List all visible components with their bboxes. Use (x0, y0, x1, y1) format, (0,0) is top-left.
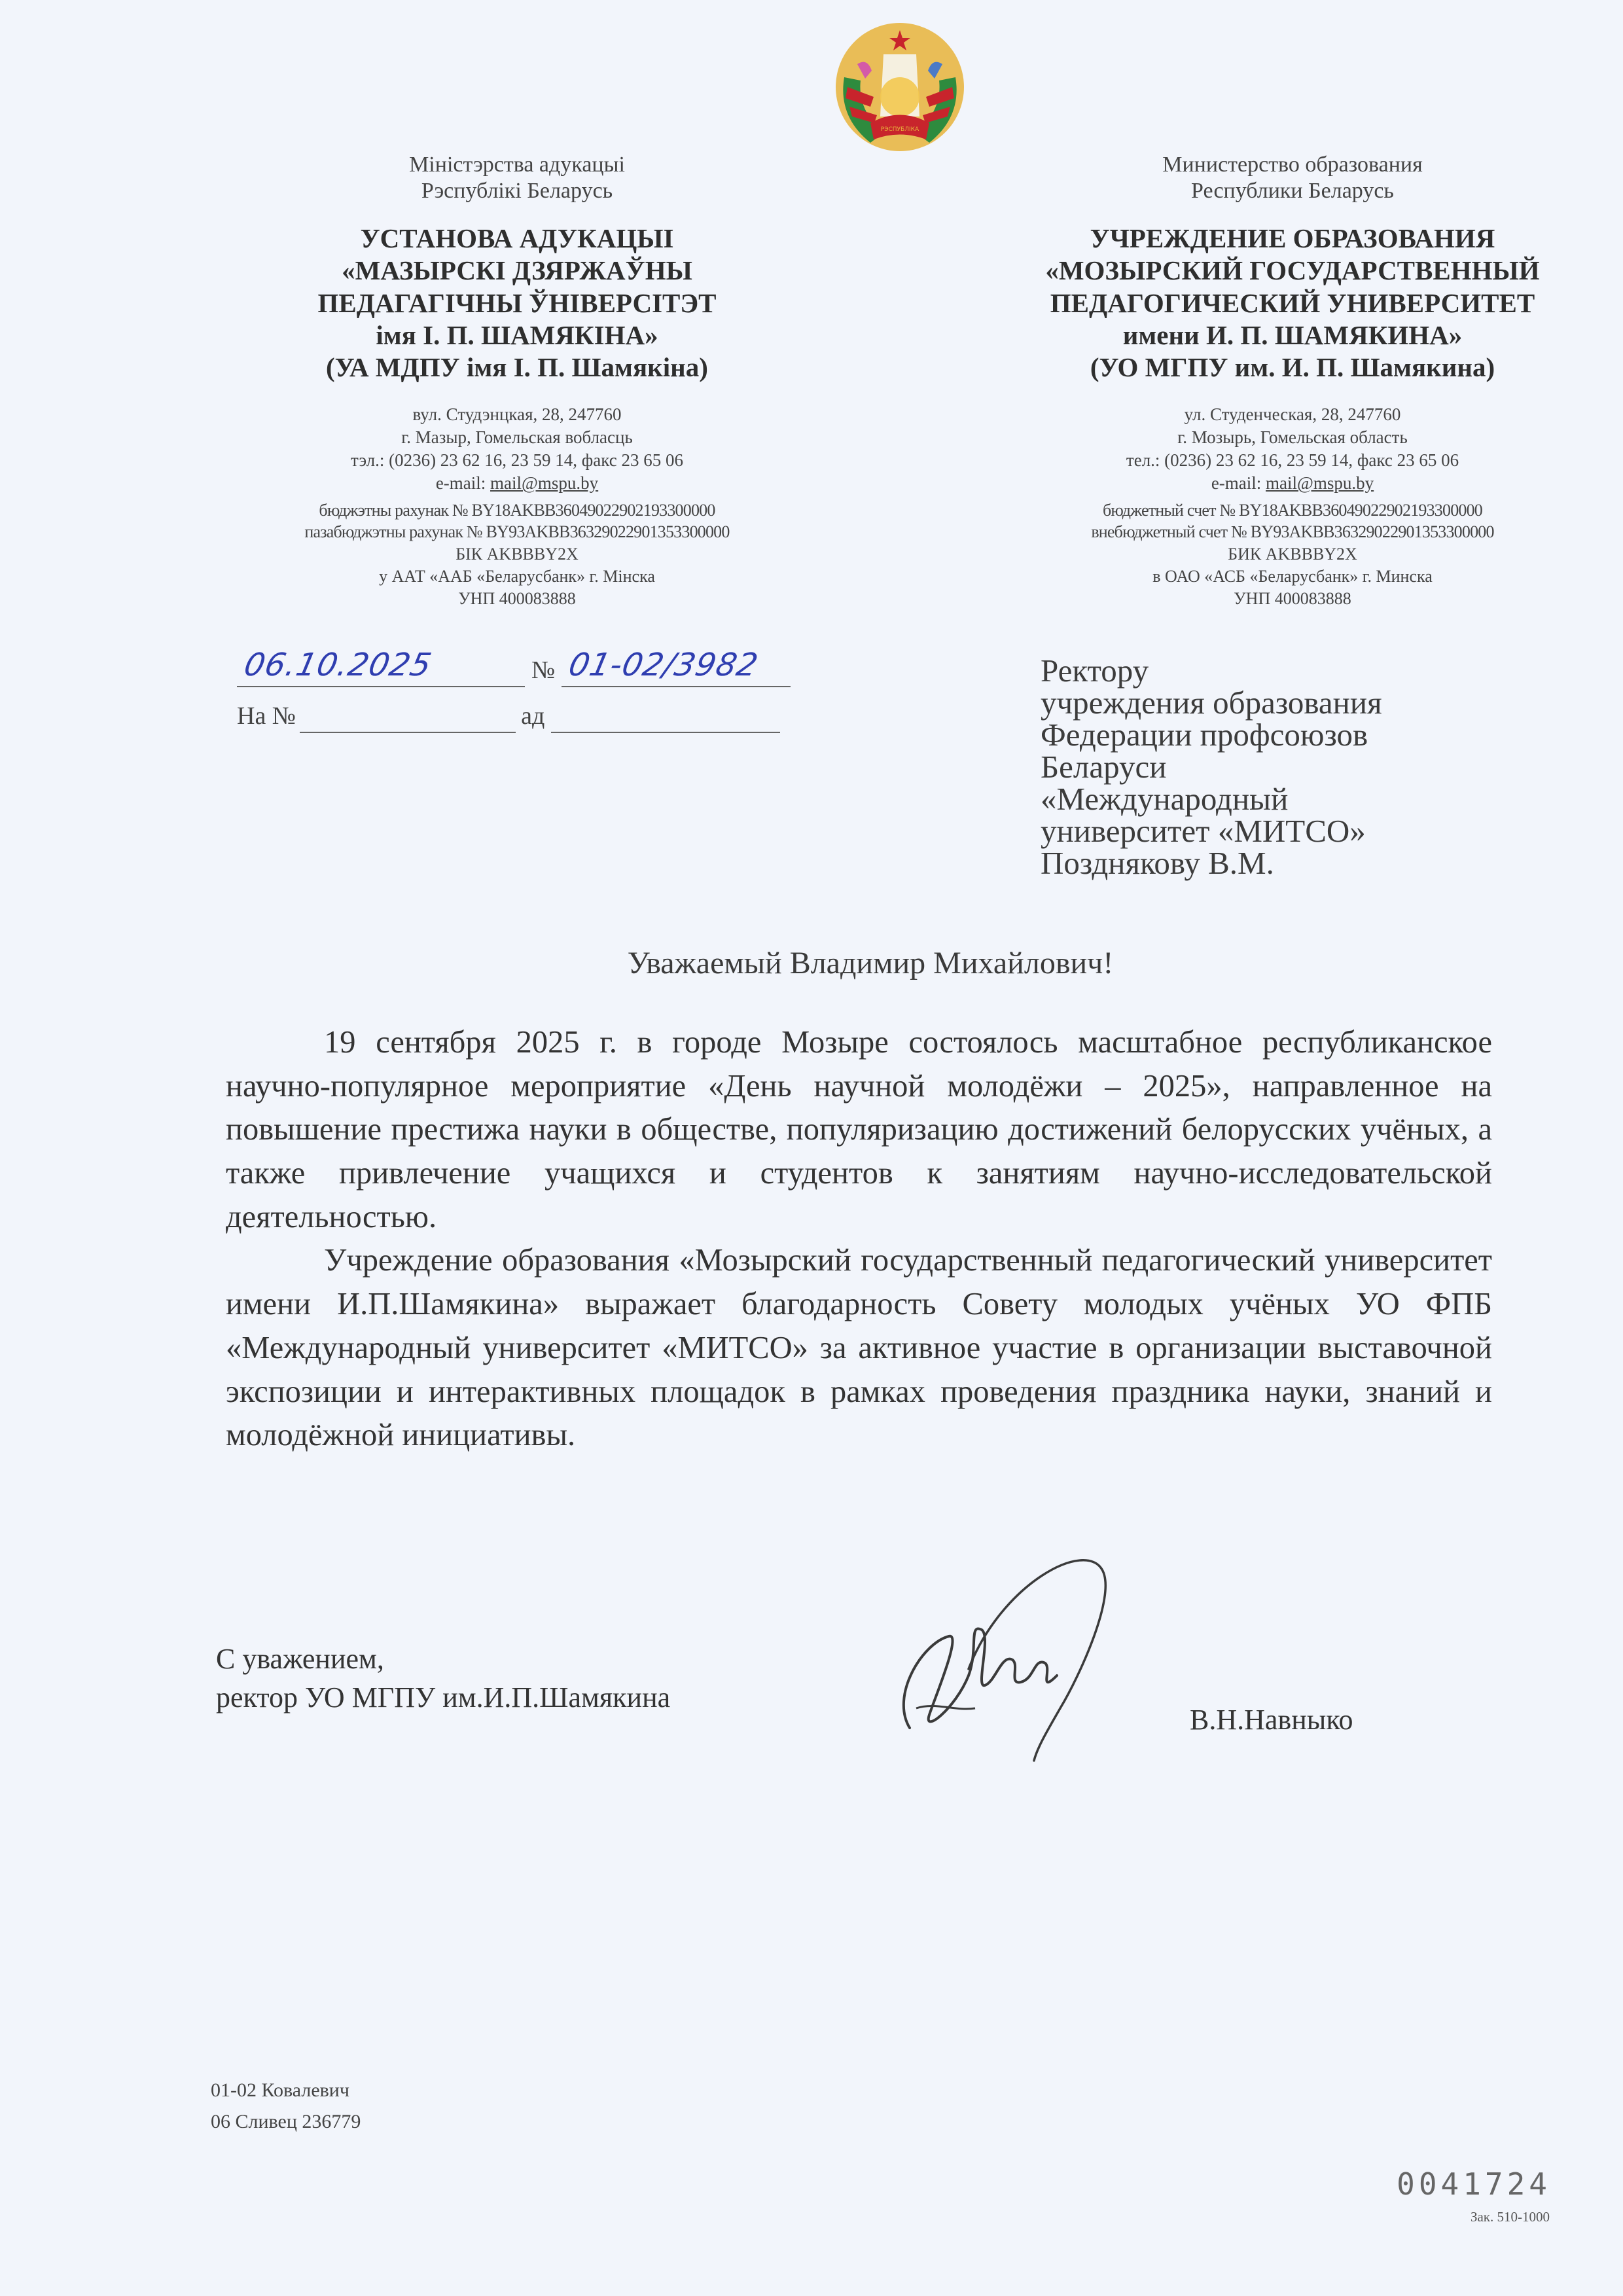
addressee-line: учреждения образования (1041, 685, 1382, 721)
extrabudget-account: пазабюджэтны рахунак № BY93AKBB36329022901353300000 (304, 522, 730, 542)
address-line: г. Мозырь, Гомельская область (1177, 427, 1408, 448)
signature-flourish (969, 1560, 1105, 1761)
reply-number-field (300, 698, 516, 733)
budget-account: бюджетный счет № BY18AKBB36049022902193300000 (1102, 500, 1483, 520)
email-line (1011, 472, 1574, 495)
closing-block (216, 1640, 670, 1717)
ministry-line: Министерство образования (1162, 152, 1423, 177)
emblem-globe-sun (880, 77, 919, 117)
reply-registration (237, 687, 800, 733)
signer-position: ректор УО МГПУ им.И.П.Шамякина (216, 1681, 671, 1714)
institution-line: «МАЗЫРСКІ ДЗЯРЖАЎНЫ (342, 255, 692, 286)
ministry-line: Міністэрства адукацыі (409, 152, 625, 177)
executor-line: 01-02 Ковалевич (211, 2079, 349, 2101)
institution-line: (УО МГПУ им. И. П. Шамякина) (1090, 351, 1495, 382)
addressee-line: «Международный (1041, 781, 1289, 817)
executor-line: 06 Сливец 236779 (211, 2111, 361, 2132)
institution-name (1011, 223, 1574, 384)
phone-line: тел.: (0236) 23 62 16, 23 59 14, факс 23 65 06 (1126, 450, 1459, 471)
bank-details (223, 499, 812, 610)
bank-details (1011, 499, 1574, 610)
signature-underline (916, 1706, 975, 1709)
addressee-line: Позднякову В.М. (1041, 845, 1274, 881)
email-label: e-mail: (435, 473, 486, 493)
address-line: ул. Студенческая, 28, 247760 (1184, 404, 1401, 425)
institution-line: (УА МДПУ імя І. П. Шамякіна) (326, 351, 708, 382)
letter-body (226, 1021, 1492, 1458)
ministry-name (223, 152, 812, 204)
salutation: Уважаемый Владимир Михайлович! (627, 946, 1114, 980)
institution-line: имени И. П. ШАМЯКИНА» (1122, 319, 1463, 350)
address-line: г. Мазыр, Гомельская вобласць (401, 427, 633, 448)
budget-account: бюджэтны рахунак № BY18AKBB36049022902193300000 (319, 500, 715, 520)
address-line: вул. Студэнцкая, 28, 247760 (412, 404, 622, 425)
signer-name: В.Н.Навныко (1190, 1704, 1353, 1736)
institution-line: ПЕДАГОГИЧЕСКИЙ УНИВЕРСИТЕТ (1050, 287, 1535, 318)
extrabudget-account: внебюджетный счет № BY93AKBB36329022901353300000 (1091, 522, 1494, 542)
ministry-line: Рэспублікі Беларусь (421, 179, 613, 204)
addressee-block (1041, 655, 1499, 879)
bic-code: БИК AKBBBY2X (1228, 545, 1357, 564)
executors-block (211, 2075, 361, 2138)
institution-name (223, 223, 812, 384)
belarus-coat-of-arms-icon (831, 18, 969, 156)
outgoing-registration (237, 641, 800, 687)
letterhead-belarusian (223, 152, 812, 610)
ministry-line: Республики Беларусь (1191, 179, 1394, 204)
closing-regards: С уважением, (216, 1643, 384, 1675)
phone-line: тэл.: (0236) 23 62 16, 23 59 14, факс 23 65 06 (351, 450, 683, 471)
institution-line: УЧРЕЖДЕНИЕ ОБРАЗОВАНИЯ (1090, 223, 1495, 254)
institution-line: УСТАНОВА АДУКАЦЫІ (360, 223, 674, 254)
bic-code: БІК AKBBBY2X (455, 545, 579, 564)
contact-info (1011, 403, 1574, 495)
number-field (562, 647, 791, 687)
addressee-line: университет «МИТСО» (1041, 813, 1366, 849)
body-paragraph: Учреждение образования «Мозырский государственный педагогический университет имени И.П.Шамякина» выражает благодарность Совету молодых учёных УО ФПБ «Международный университет «МИТСО» за активное участие в организации выставочной экспозиции и интерактивных площадок в рамках проведения праздника науки, знаний и молодёжной инициативы. (226, 1243, 1492, 1453)
form-serial-number: 0041724 (1397, 2166, 1551, 2202)
institution-line: імя І. П. ШАМЯКІНА» (376, 319, 658, 350)
handwritten-date: 06.10.2025 (241, 647, 435, 683)
reply-date-field (551, 698, 780, 733)
contact-info (223, 403, 812, 495)
bank-name: в ОАО «АСБ «Беларусбанк» г. Минска (1152, 566, 1433, 586)
handwritten-number: 01-02/3982 (565, 647, 762, 683)
addressee-line: Федерации профсоюзов (1041, 717, 1368, 753)
date-field (237, 647, 525, 687)
addressee-line: Беларуси (1041, 749, 1167, 785)
ministry-name (1011, 152, 1574, 204)
handwritten-signature (870, 1545, 1171, 1767)
email-label: e-mail: (1211, 473, 1262, 493)
number-label: № (531, 656, 556, 684)
unp-number: УНП 400083888 (458, 588, 576, 608)
print-order-number: Зак. 510-1000 (1470, 2209, 1550, 2225)
body-paragraph: 19 сентября 2025 г. в городе Мозыре состоялось масштабное республиканское научно-популярное мероприятие «День научной молодёжи – 2025», направленное на повышение престижа науки в обществе, популяризацию достижений белорусских учёных, а также привлечение учащихся и студентов к занятиям научно-исследовательской деятельностью. (226, 1025, 1492, 1234)
reply-from-label: ад (521, 702, 545, 730)
institution-line: ПЕДАГАГІЧНЫ ЎНІВЕРСІТЭТ (317, 287, 717, 318)
reply-number-label: На № (237, 702, 296, 730)
registration-block (237, 641, 800, 733)
emblem-ribbon-text: РЭСПУБЛІКА (880, 126, 919, 133)
email-link[interactable]: mail@mspu.by (490, 473, 599, 493)
addressee-line: Ректору (1041, 653, 1149, 689)
email-link[interactable]: mail@mspu.by (1266, 473, 1374, 493)
letterhead-russian (1011, 152, 1574, 610)
email-line (223, 472, 812, 495)
bank-name: у ААТ «ААБ «Беларусбанк» г. Мінска (379, 566, 655, 586)
institution-line: «МОЗЫРСКИЙ ГОСУДАРСТВЕННЫЙ (1045, 255, 1540, 286)
unp-number: УНП 400083888 (1234, 588, 1351, 608)
